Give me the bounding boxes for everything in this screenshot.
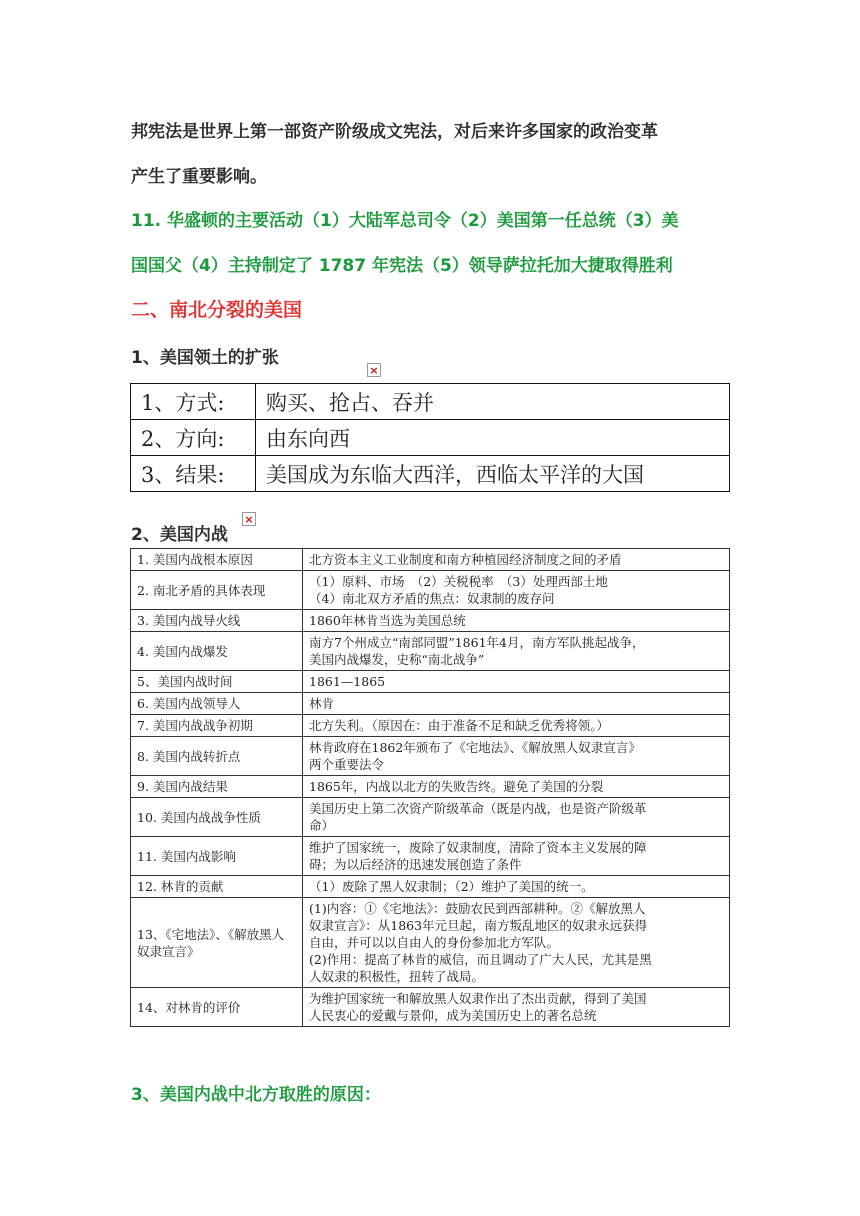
- civil-war-row: [131, 837, 730, 876]
- expansion-row: [131, 384, 730, 420]
- civil-war-row: [131, 798, 730, 837]
- civil-war-row: [131, 876, 730, 898]
- broken-image-icon: ×: [367, 363, 381, 377]
- civil-war-value-cell: [303, 988, 730, 1027]
- civil-war-key-cell: 10. 美国内战战争性质: [131, 798, 303, 837]
- civil-war-key-cell: 14、对林肯的评价: [131, 988, 303, 1027]
- civil-war-row: [131, 693, 730, 715]
- civil-war-key-cell: 13、《宅地法》、《解放黑人奴隶宣言》: [131, 898, 303, 988]
- section-title: 二、南北分裂的美国: [131, 299, 303, 321]
- civil-war-value-line: 奴隶宣言》：从1863年元旦起，南方叛乱地区的奴隶永远获得: [309, 918, 648, 933]
- civil-war-value-cell: [303, 737, 730, 776]
- civil-war-value-line: 1861—1865: [309, 674, 386, 689]
- washington-line-1: 11. 华盛顿的主要活动（1）大陆军总司令（2）美国第一任总统（3）美: [131, 211, 679, 231]
- expansion-key-cell: 2、方向:: [131, 420, 256, 456]
- expansion-key-cell: 1、方式:: [131, 384, 256, 420]
- expansion-value-cell: 购买、抢占、吞并: [256, 384, 730, 420]
- civil-war-row: [131, 715, 730, 737]
- expansion-value-cell: 美国成为东临大西洋，西临太平洋的大国: [256, 456, 730, 492]
- expansion-table: [130, 383, 730, 492]
- expansion-key-cell: 3、结果:: [131, 456, 256, 492]
- civil-war-value-line: 1860年林肯当选为美国总统: [309, 613, 466, 628]
- civil-war-value-cell: [303, 610, 730, 632]
- civil-war-key-cell: 4. 美国内战爆发: [131, 632, 303, 671]
- subsection-title-civil-war: 2、美国内战: [131, 525, 228, 545]
- expansion-value-cell: 由东向西: [256, 420, 730, 456]
- civil-war-key-cell: 11. 美国内战影响: [131, 837, 303, 876]
- civil-war-value-line: 1865年，内战以北方的失败告终。避免了美国的分裂: [309, 779, 604, 794]
- civil-war-row: [131, 549, 730, 571]
- expansion-row: [131, 456, 730, 492]
- civil-war-value-line: 人奴隶的积极性，扭转了战局。: [309, 969, 485, 984]
- civil-war-key-cell: 9. 美国内战结果: [131, 776, 303, 798]
- civil-war-key-cell: 2. 南北矛盾的具体表现: [131, 571, 303, 610]
- civil-war-key-cell: 7. 美国内战战争初期: [131, 715, 303, 737]
- intro-line-2: 产生了重要影响。: [131, 167, 267, 187]
- civil-war-value-line: 维护了国家统一，废除了奴隶制度，清除了资本主义发展的障: [309, 840, 647, 855]
- civil-war-value-cell: [303, 776, 730, 798]
- civil-war-value-cell: [303, 571, 730, 610]
- civil-war-row: [131, 988, 730, 1027]
- civil-war-row: [131, 737, 730, 776]
- civil-war-row: [131, 632, 730, 671]
- civil-war-value-line: 林肯政府在1862年颁布了《宅地法》、《解放黑人奴隶宣言》: [309, 740, 641, 755]
- civil-war-value-cell: [303, 715, 730, 737]
- civil-war-row: [131, 776, 730, 798]
- civil-war-value-line: 美国内战爆发，史称“南北战争”: [309, 652, 485, 667]
- subsection-title-north-victory: 3、美国内战中北方取胜的原因：: [131, 1085, 381, 1105]
- civil-war-value-line: 北方资本主义工业制度和南方种植园经济制度之间的矛盾: [309, 552, 622, 567]
- civil-war-value-line: 为维护国家统一和解放黑人奴隶作出了杰出贡献，得到了美国: [309, 991, 647, 1006]
- expansion-row: [131, 420, 730, 456]
- civil-war-value-line: (2)作用：提高了林肯的威信，而且调动了广大人民，尤其是黑: [309, 952, 652, 967]
- civil-war-value-line: （4）南北双方矛盾的焦点：奴隶制的废存问: [309, 591, 555, 606]
- civil-war-key-cell: 1. 美国内战根本原因: [131, 549, 303, 571]
- civil-war-value-line: 自由，并可以以自由人的身份参加北方军队。: [309, 935, 560, 950]
- civil-war-value-line: (1)内容：①《宅地法》：鼓励农民到西部耕种。②《解放黑人: [309, 901, 646, 916]
- civil-war-value-cell: [303, 671, 730, 693]
- civil-war-value-line: （1）原料、市场 （2）关税税率 （3）处理西部土地: [309, 574, 608, 589]
- civil-war-value-line: 人民衷心的爱戴与景仰，成为美国历史上的著名总统: [309, 1008, 597, 1023]
- civil-war-value-cell: [303, 549, 730, 571]
- civil-war-value-line: 北方失利。（原因在：由于准备不足和缺乏优秀将领。）: [309, 718, 610, 733]
- broken-image-icon: ×: [242, 512, 256, 526]
- civil-war-key-cell: 3. 美国内战导火线: [131, 610, 303, 632]
- civil-war-row: [131, 671, 730, 693]
- civil-war-key-cell: 12. 林肯的贡献: [131, 876, 303, 898]
- civil-war-value-cell: [303, 632, 730, 671]
- civil-war-value-cell: [303, 798, 730, 837]
- washington-line-2: 国国父（4）主持制定了 1787 年宪法（5）领导萨拉托加大捷取得胜利: [131, 256, 673, 276]
- civil-war-key-cell: 6. 美国内战领导人: [131, 693, 303, 715]
- civil-war-value-cell: [303, 876, 730, 898]
- civil-war-value-line: 南方7个州成立“南部同盟”1861年4月，南方军队挑起战争，: [309, 635, 645, 650]
- civil-war-value-cell: [303, 693, 730, 715]
- civil-war-row: [131, 571, 730, 610]
- civil-war-value-line: 碍；为以后经济的迅速发展创造了条件: [309, 857, 522, 872]
- civil-war-value-line: （1）废除了黑人奴隶制；（2）维护了美国的统一。: [309, 879, 594, 894]
- subsection-title-expansion: 1、美国领土的扩张: [131, 348, 279, 368]
- civil-war-value-cell: [303, 898, 730, 988]
- civil-war-value-cell: [303, 837, 730, 876]
- civil-war-row: [131, 898, 730, 988]
- civil-war-table: [130, 548, 730, 1027]
- civil-war-key-cell: 8. 美国内战转折点: [131, 737, 303, 776]
- civil-war-value-line: 美国历史上第二次资产阶级革命（既是内战，也是资产阶级革: [309, 801, 647, 816]
- civil-war-row: [131, 610, 730, 632]
- civil-war-value-line: 命）: [309, 818, 335, 833]
- civil-war-value-line: 两个重要法令: [309, 757, 385, 772]
- intro-line-1: 邦宪法是世界上第一部资产阶级成文宪法，对后来许多国家的政治变革: [131, 122, 658, 142]
- civil-war-key-cell: 5、美国内战时间: [131, 671, 303, 693]
- civil-war-value-line: 林肯: [309, 696, 335, 711]
